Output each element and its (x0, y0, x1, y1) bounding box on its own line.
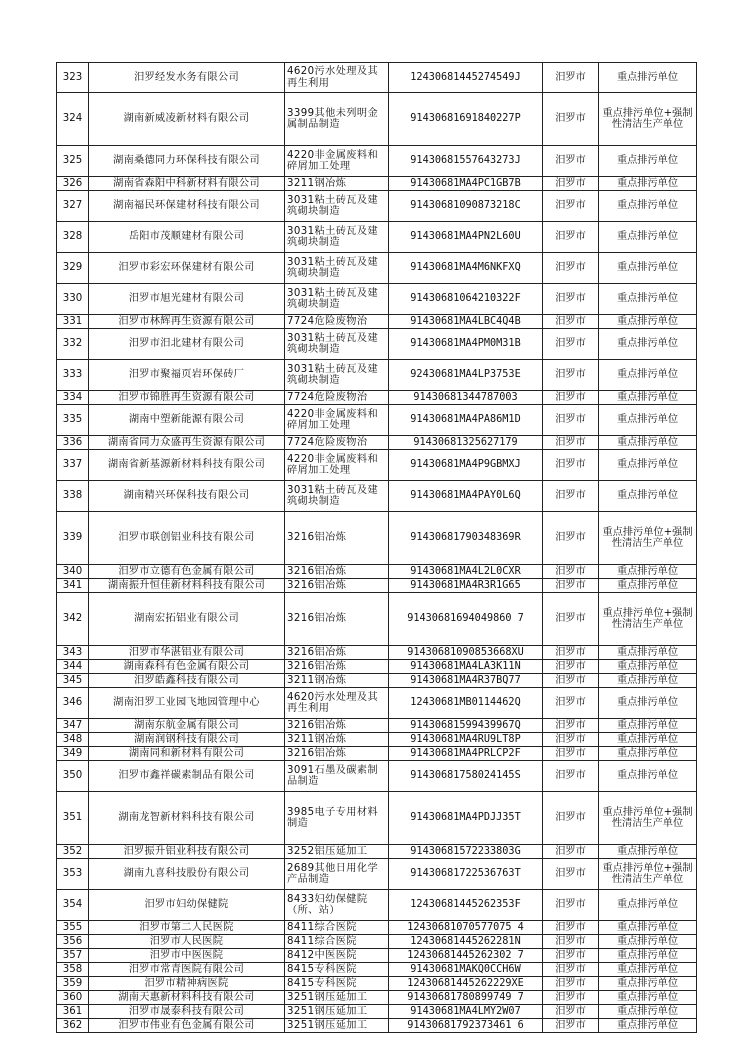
unit-type-cell: 重点排污单位 (599, 1005, 697, 1019)
unit-type-cell: 重点排污单位 (599, 719, 697, 733)
industry-category-cell: 3031粘土砖瓦及建筑砌块制造 (285, 253, 389, 284)
city-cell: 汨罗市 (543, 792, 599, 845)
credit-code-cell: 91430681MA4PRLCP2F (389, 747, 543, 761)
company-name-cell: 汨罗市聚福页岩环保砖厂 (89, 360, 285, 391)
table-row (57, 935, 697, 949)
company-name-cell: 湖南龙智新材料科技有限公司 (89, 792, 285, 845)
row-number-cell: 343 (57, 646, 89, 660)
company-name-cell: 汨罗振升铝业科技有限公司 (89, 845, 285, 859)
industry-category-cell: 4220非金属废料和碎屑加工处理 (285, 405, 389, 436)
credit-code-cell: 91430681MA4P9GBMXJ (389, 450, 543, 481)
table-row (57, 565, 697, 579)
table-row (57, 146, 697, 177)
city-cell: 汨罗市 (543, 405, 599, 436)
table-row (57, 963, 697, 977)
row-number-cell: 349 (57, 747, 89, 761)
industry-category-cell: 2689其他日用化学产品制造 (285, 859, 389, 890)
industry-category-cell: 3216铝冶炼 (285, 719, 389, 733)
unit-type-cell: 重点排污单位+强制性清洁生产单位 (599, 512, 697, 565)
city-cell: 汨罗市 (543, 1019, 599, 1033)
row-number-cell: 348 (57, 733, 89, 747)
row-number-cell: 338 (57, 481, 89, 512)
city-cell: 汨罗市 (543, 481, 599, 512)
company-name-cell: 湖南省森阳中科新材料有限公司 (89, 177, 285, 191)
credit-code-cell: 91430681758024145S (389, 761, 543, 792)
enterprise-table (56, 62, 697, 1033)
company-name-cell: 岳阳市茂顺建材有限公司 (89, 222, 285, 253)
table-row (57, 991, 697, 1005)
company-name-cell: 汨罗市鑫祥碳素制品有限公司 (89, 761, 285, 792)
company-name-cell: 汨罗皓鑫科技有限公司 (89, 674, 285, 688)
company-name-cell: 湖南振升恒佳新材料科技有限公司 (89, 579, 285, 593)
row-number-cell: 326 (57, 177, 89, 191)
credit-code-cell: 91430681572233803G (389, 845, 543, 859)
industry-category-cell: 3216铝冶炼 (285, 747, 389, 761)
table-row (57, 733, 697, 747)
credit-code-cell: 91430681090853668XU (389, 646, 543, 660)
industry-category-cell: 3216铝冶炼 (285, 579, 389, 593)
credit-code-cell: 91430681MA4PM0M31B (389, 329, 543, 360)
row-number-cell: 359 (57, 977, 89, 991)
credit-code-cell: 91430681790348369R (389, 512, 543, 565)
company-name-cell: 汨罗市联创铝业科技有限公司 (89, 512, 285, 565)
row-number-cell: 353 (57, 859, 89, 890)
company-name-cell: 湖南森科有色金属有限公司 (89, 660, 285, 674)
table-row (57, 405, 697, 436)
industry-category-cell: 8415专科医院 (285, 977, 389, 991)
credit-code-cell: 91430681325627179 (389, 436, 543, 450)
company-name-cell: 湖南桑德同力环保科技有限公司 (89, 146, 285, 177)
unit-type-cell: 重点排污单位 (599, 329, 697, 360)
credit-code-cell: 91430681MA4PC1GB7B (389, 177, 543, 191)
table-row (57, 859, 697, 890)
company-name-cell: 湖南省同力众盛再生资源有限公司 (89, 436, 285, 450)
credit-code-cell: 91430681064210322F (389, 284, 543, 315)
industry-category-cell: 3251钢压延加工 (285, 991, 389, 1005)
city-cell: 汨罗市 (543, 977, 599, 991)
unit-type-cell: 重点排污单位 (599, 177, 697, 191)
unit-type-cell: 重点排污单位 (599, 565, 697, 579)
credit-code-cell: 91430681MA4L2L0CXR (389, 565, 543, 579)
company-name-cell: 湖南新威凌新材料有限公司 (89, 93, 285, 146)
table-row (57, 360, 697, 391)
company-name-cell: 湖南福民环保建材科技有限公司 (89, 191, 285, 222)
company-name-cell: 湖南东航金属有限公司 (89, 719, 285, 733)
table-row (57, 761, 697, 792)
industry-category-cell: 8415专科医院 (285, 963, 389, 977)
row-number-cell: 328 (57, 222, 89, 253)
unit-type-cell: 重点排污单位 (599, 191, 697, 222)
city-cell: 汨罗市 (543, 747, 599, 761)
unit-type-cell: 重点排污单位 (599, 315, 697, 329)
row-number-cell: 332 (57, 329, 89, 360)
credit-code-cell: 91430681MAKQ0CCH6W (389, 963, 543, 977)
company-name-cell: 汨罗市华湛铝业有限公司 (89, 646, 285, 660)
city-cell: 汨罗市 (543, 921, 599, 935)
row-number-cell: 329 (57, 253, 89, 284)
industry-category-cell: 3252铝压延加工 (285, 845, 389, 859)
industry-category-cell: 3216铝冶炼 (285, 660, 389, 674)
city-cell: 汨罗市 (543, 674, 599, 688)
city-cell: 汨罗市 (543, 761, 599, 792)
table-row (57, 921, 697, 935)
industry-category-cell: 3216铝冶炼 (285, 593, 389, 646)
city-cell: 汨罗市 (543, 963, 599, 977)
industry-category-cell: 4220非金属废料和碎屑加工处理 (285, 146, 389, 177)
credit-code-cell: 12430681445262229XE (389, 977, 543, 991)
row-number-cell: 352 (57, 845, 89, 859)
company-name-cell: 汨罗市旭光建材有限公司 (89, 284, 285, 315)
company-name-cell: 湖南九喜科技股份有限公司 (89, 859, 285, 890)
company-name-cell: 湖南润钢科技有限公司 (89, 733, 285, 747)
city-cell: 汨罗市 (543, 859, 599, 890)
city-cell: 汨罗市 (543, 450, 599, 481)
company-name-cell: 湖南中塑新能源有限公司 (89, 405, 285, 436)
unit-type-cell: 重点排污单位 (599, 222, 697, 253)
credit-code-cell: 91430681MA4RU9LT8P (389, 733, 543, 747)
row-number-cell: 337 (57, 450, 89, 481)
city-cell: 汨罗市 (543, 329, 599, 360)
city-cell: 汨罗市 (543, 845, 599, 859)
credit-code-cell: 91430681MA4M6NKFXQ (389, 253, 543, 284)
row-number-cell: 356 (57, 935, 89, 949)
credit-code-cell: 12430681070577075 4 (389, 921, 543, 935)
row-number-cell: 360 (57, 991, 89, 1005)
unit-type-cell: 重点排污单位 (599, 660, 697, 674)
city-cell: 汨罗市 (543, 565, 599, 579)
table-row (57, 660, 697, 674)
city-cell: 汨罗市 (543, 719, 599, 733)
row-number-cell: 358 (57, 963, 89, 977)
company-name-cell: 汨罗市常青医院有限公司 (89, 963, 285, 977)
unit-type-cell: 重点排污单位 (599, 935, 697, 949)
table-row (57, 688, 697, 719)
table-row (57, 512, 697, 565)
row-number-cell: 325 (57, 146, 89, 177)
table-row (57, 177, 697, 191)
row-number-cell: 340 (57, 565, 89, 579)
unit-type-cell: 重点排污单位 (599, 405, 697, 436)
city-cell: 汨罗市 (543, 512, 599, 565)
company-name-cell: 汨罗市林辉再生资源有限公司 (89, 315, 285, 329)
city-cell: 汨罗市 (543, 935, 599, 949)
company-name-cell: 湖南汨罗工业园飞地园管理中心 (89, 688, 285, 719)
credit-code-cell: 12430681445274549J (389, 63, 543, 93)
unit-type-cell: 重点排污单位 (599, 991, 697, 1005)
credit-code-cell: 91430681MA4LMY2W07 (389, 1005, 543, 1019)
unit-type-cell: 重点排污单位+强制性清洁生产单位 (599, 859, 697, 890)
table-row (57, 191, 697, 222)
company-name-cell: 汨罗市第二人民医院 (89, 921, 285, 935)
table-row (57, 747, 697, 761)
unit-type-cell: 重点排污单位 (599, 949, 697, 963)
table-row (57, 674, 697, 688)
city-cell: 汨罗市 (543, 93, 599, 146)
table-row (57, 646, 697, 660)
credit-code-cell: 91430681694049860 7 (389, 593, 543, 646)
industry-category-cell: 3251钢压延加工 (285, 1005, 389, 1019)
city-cell: 汨罗市 (543, 63, 599, 93)
industry-category-cell: 3399其他未列明金属制品制造 (285, 93, 389, 146)
credit-code-cell: 92430681MA4LP3753E (389, 360, 543, 391)
industry-category-cell: 3216铝冶炼 (285, 646, 389, 660)
industry-category-cell: 4220非金属废料和碎屑加工处理 (285, 450, 389, 481)
company-name-cell: 汨罗市锦胜再生资源有限公司 (89, 391, 285, 405)
credit-code-cell: 91430681722536763T (389, 859, 543, 890)
industry-category-cell: 7724危险废物治 (285, 391, 389, 405)
row-number-cell: 330 (57, 284, 89, 315)
table-row (57, 593, 697, 646)
industry-category-cell: 8412中医医院 (285, 949, 389, 963)
table-row (57, 315, 697, 329)
industry-category-cell: 3211钢冶炼 (285, 674, 389, 688)
unit-type-cell: 重点排污单位 (599, 977, 697, 991)
table-row (57, 450, 697, 481)
city-cell: 汨罗市 (543, 146, 599, 177)
unit-type-cell: 重点排污单位+强制性清洁生产单位 (599, 593, 697, 646)
industry-category-cell: 3031粘土砖瓦及建筑砌块制造 (285, 360, 389, 391)
row-number-cell: 334 (57, 391, 89, 405)
industry-category-cell: 3031粘土砖瓦及建筑砌块制造 (285, 222, 389, 253)
table-row (57, 329, 697, 360)
city-cell: 汨罗市 (543, 733, 599, 747)
city-cell: 汨罗市 (543, 991, 599, 1005)
industry-category-cell: 7724危险废物治 (285, 436, 389, 450)
row-number-cell: 324 (57, 93, 89, 146)
city-cell: 汨罗市 (543, 315, 599, 329)
company-name-cell: 湖南宏拓铝业有限公司 (89, 593, 285, 646)
company-name-cell: 汨罗市妇幼保健院 (89, 890, 285, 921)
company-name-cell: 湖南精兴环保科技有限公司 (89, 481, 285, 512)
unit-type-cell: 重点排污单位 (599, 761, 697, 792)
industry-category-cell: 3251钢压延加工 (285, 1019, 389, 1033)
row-number-cell: 355 (57, 921, 89, 935)
table-row (57, 1019, 697, 1033)
company-name-cell: 汨罗市中医医院 (89, 949, 285, 963)
row-number-cell: 331 (57, 315, 89, 329)
unit-type-cell: 重点排污单位 (599, 63, 697, 93)
row-number-cell: 339 (57, 512, 89, 565)
table-row (57, 391, 697, 405)
industry-category-cell: 3031粘土砖瓦及建筑砌块制造 (285, 191, 389, 222)
unit-type-cell: 重点排污单位 (599, 674, 697, 688)
row-number-cell: 344 (57, 660, 89, 674)
unit-type-cell: 重点排污单位 (599, 688, 697, 719)
unit-type-cell: 重点排污单位 (599, 1019, 697, 1033)
city-cell: 汨罗市 (543, 177, 599, 191)
credit-code-cell: 12430681MB0114462Q (389, 688, 543, 719)
city-cell: 汨罗市 (543, 1005, 599, 1019)
city-cell: 汨罗市 (543, 284, 599, 315)
credit-code-cell: 91430681MA4R3R1G65 (389, 579, 543, 593)
table-row (57, 792, 697, 845)
unit-type-cell: 重点排污单位 (599, 921, 697, 935)
table-row (57, 436, 697, 450)
company-name-cell: 汨罗市立德有色金属有限公司 (89, 565, 285, 579)
company-name-cell: 湖南同和新材料有限公司 (89, 747, 285, 761)
credit-code-cell: 91430681MA4LBC4Q4B (389, 315, 543, 329)
industry-category-cell: 8411综合医院 (285, 935, 389, 949)
industry-category-cell: 3031粘土砖瓦及建筑砌块制造 (285, 329, 389, 360)
row-number-cell: 345 (57, 674, 89, 688)
industry-category-cell: 3211钢冶炼 (285, 733, 389, 747)
credit-code-cell: 91430681557643273J (389, 146, 543, 177)
company-name-cell: 湖南天惠新材料科技有限公司 (89, 991, 285, 1005)
company-name-cell: 湖南省新基源新材料科技有限公司 (89, 450, 285, 481)
row-number-cell: 351 (57, 792, 89, 845)
company-name-cell: 汨罗市晟泰科技有限公司 (89, 1005, 285, 1019)
table-row (57, 890, 697, 921)
row-number-cell: 336 (57, 436, 89, 450)
company-name-cell: 汨罗市彩宏环保建材有限公司 (89, 253, 285, 284)
city-cell: 汨罗市 (543, 579, 599, 593)
row-number-cell: 347 (57, 719, 89, 733)
table-row (57, 93, 697, 146)
city-cell: 汨罗市 (543, 593, 599, 646)
industry-category-cell: 4620污水处理及其再生利用 (285, 688, 389, 719)
industry-category-cell: 3216铝冶炼 (285, 512, 389, 565)
unit-type-cell: 重点排污单位 (599, 360, 697, 391)
industry-category-cell: 3216铝冶炼 (285, 565, 389, 579)
row-number-cell: 333 (57, 360, 89, 391)
row-number-cell: 323 (57, 63, 89, 93)
unit-type-cell: 重点排污单位 (599, 963, 697, 977)
row-number-cell: 346 (57, 688, 89, 719)
row-number-cell: 341 (57, 579, 89, 593)
company-name-cell: 汨罗经发水务有限公司 (89, 63, 285, 93)
city-cell: 汨罗市 (543, 253, 599, 284)
row-number-cell: 357 (57, 949, 89, 963)
city-cell: 汨罗市 (543, 890, 599, 921)
credit-code-cell: 91430681MA4PDJJ35T (389, 792, 543, 845)
credit-code-cell: 91430681599439967Q (389, 719, 543, 733)
unit-type-cell: 重点排污单位 (599, 481, 697, 512)
table-row (57, 481, 697, 512)
table-row (57, 977, 697, 991)
unit-type-cell: 重点排污单位 (599, 890, 697, 921)
table-row (57, 719, 697, 733)
credit-code-cell: 91430681691840227P (389, 93, 543, 146)
table-row (57, 1005, 697, 1019)
credit-code-cell: 91430681MA4R37BQ77 (389, 674, 543, 688)
unit-type-cell: 重点排污单位 (599, 284, 697, 315)
unit-type-cell: 重点排污单位 (599, 146, 697, 177)
row-number-cell: 361 (57, 1005, 89, 1019)
credit-code-cell: 91430681MA4LA3K11N (389, 660, 543, 674)
city-cell: 汨罗市 (543, 646, 599, 660)
company-name-cell: 汨罗市精神病医院 (89, 977, 285, 991)
row-number-cell: 342 (57, 593, 89, 646)
industry-category-cell: 8433妇幼保健院（所、站） (285, 890, 389, 921)
credit-code-cell: 91430681780899749 7 (389, 991, 543, 1005)
credit-code-cell: 91430681090873218C (389, 191, 543, 222)
city-cell: 汨罗市 (543, 949, 599, 963)
industry-category-cell: 8411综合医院 (285, 921, 389, 935)
credit-code-cell: 91430681792373461 6 (389, 1019, 543, 1033)
credit-code-cell: 12430681445262302 7 (389, 949, 543, 963)
table-row (57, 949, 697, 963)
row-number-cell: 327 (57, 191, 89, 222)
company-name-cell: 汨罗市汨北建材有限公司 (89, 329, 285, 360)
industry-category-cell: 3091石墨及碳素制品制造 (285, 761, 389, 792)
industry-category-cell: 3211钢冶炼 (285, 177, 389, 191)
row-number-cell: 354 (57, 890, 89, 921)
unit-type-cell: 重点排污单位 (599, 845, 697, 859)
city-cell: 汨罗市 (543, 660, 599, 674)
city-cell: 汨罗市 (543, 391, 599, 405)
unit-type-cell: 重点排污单位+强制性清洁生产单位 (599, 93, 697, 146)
credit-code-cell: 91430681MA4PAY0L6Q (389, 481, 543, 512)
city-cell: 汨罗市 (543, 436, 599, 450)
unit-type-cell: 重点排污单位 (599, 747, 697, 761)
unit-type-cell: 重点排污单位 (599, 646, 697, 660)
row-number-cell: 362 (57, 1019, 89, 1033)
table-body (57, 63, 697, 1033)
unit-type-cell: 重点排污单位 (599, 733, 697, 747)
table-row (57, 284, 697, 315)
row-number-cell: 335 (57, 405, 89, 436)
company-name-cell: 汨罗市伟业有色金属有限公司 (89, 1019, 285, 1033)
table-row (57, 253, 697, 284)
unit-type-cell: 重点排污单位+强制性清洁生产单位 (599, 792, 697, 845)
city-cell: 汨罗市 (543, 191, 599, 222)
unit-type-cell: 重点排污单位 (599, 450, 697, 481)
table-row (57, 63, 697, 93)
row-number-cell: 350 (57, 761, 89, 792)
industry-category-cell: 7724危险废物治 (285, 315, 389, 329)
unit-type-cell: 重点排污单位 (599, 579, 697, 593)
unit-type-cell: 重点排污单位 (599, 391, 697, 405)
industry-category-cell: 3031粘土砖瓦及建筑砌块制造 (285, 284, 389, 315)
table-row (57, 845, 697, 859)
industry-category-cell: 3985电子专用材料制造 (285, 792, 389, 845)
credit-code-cell: 12430681445262281N (389, 935, 543, 949)
unit-type-cell: 重点排污单位 (599, 253, 697, 284)
industry-category-cell: 4620污水处理及其再生利用 (285, 63, 389, 93)
credit-code-cell: 91430681344787003 (389, 391, 543, 405)
company-name-cell: 汨罗市人民医院 (89, 935, 285, 949)
city-cell: 汨罗市 (543, 360, 599, 391)
city-cell: 汨罗市 (543, 222, 599, 253)
credit-code-cell: 91430681MA4PN2L60U (389, 222, 543, 253)
city-cell: 汨罗市 (543, 688, 599, 719)
credit-code-cell: 12430681445262353F (389, 890, 543, 921)
table-row (57, 222, 697, 253)
table-row (57, 579, 697, 593)
credit-code-cell: 91430681MA4PA86M1D (389, 405, 543, 436)
unit-type-cell: 重点排污单位 (599, 436, 697, 450)
industry-category-cell: 3031粘土砖瓦及建筑砌块制造 (285, 481, 389, 512)
